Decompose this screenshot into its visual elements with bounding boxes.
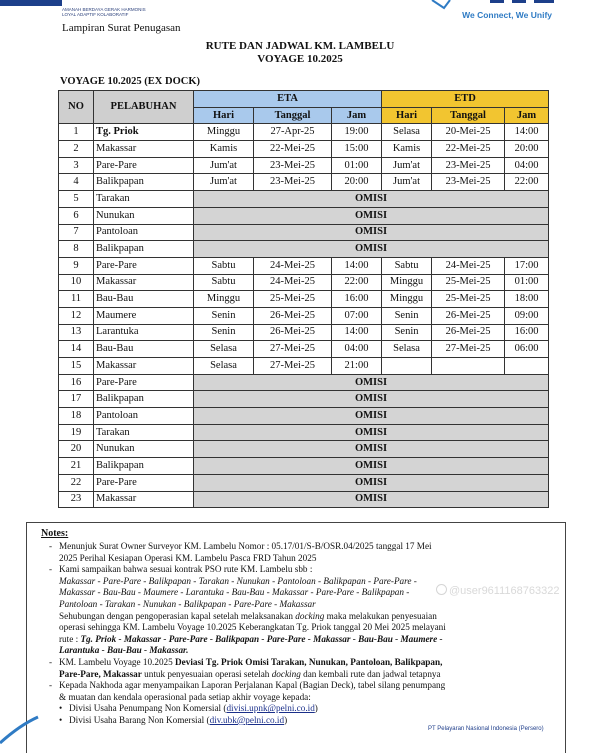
cell-etd-jam: 16:00 (505, 324, 549, 341)
header-eta-jam: Jam (332, 107, 382, 124)
table-row (59, 408, 549, 425)
cell-no: 22 (59, 474, 94, 491)
cell-omisi: OMISI (194, 391, 549, 408)
cell-etd-tanggal: 25-Mei-25 (432, 274, 505, 291)
cell-etd-hari: Selasa (382, 124, 432, 141)
table-row (59, 424, 549, 441)
cell-port: Tarakan (94, 424, 194, 441)
schedule-body (59, 124, 549, 508)
lampiran-label: Lampiran Surat Penugasan (62, 22, 181, 34)
cell-port: Nunukan (94, 207, 194, 224)
voyage-label: VOYAGE 10.2025 (EX DOCK) (60, 76, 200, 87)
table-row (59, 124, 549, 141)
cell-etd-hari: Senin (382, 307, 432, 324)
cell-port: Maumere (94, 307, 194, 324)
cell-eta-hari: Sabtu (194, 257, 254, 274)
sub-1-text: Divisi Usaha Penumpang Non Komersial ( (69, 703, 227, 714)
cell-eta-tanggal: 22-Mei-25 (254, 141, 332, 158)
note-2-cont-a: Sehubungan dengan pengoperasian kapal setelah melaksanakan (59, 610, 296, 621)
table-row (59, 324, 549, 341)
cell-omisi: OMISI (194, 224, 549, 241)
cell-omisi: OMISI (194, 458, 549, 475)
cell-eta-tanggal: 25-Mei-25 (254, 291, 332, 308)
cell-no: 1 (59, 124, 94, 141)
table-row (59, 441, 549, 458)
logo-tagline: We Connect, We Unify (462, 10, 552, 20)
cell-no: 23 (59, 491, 94, 508)
header-pelabuhan: PELABUHAN (94, 91, 194, 124)
cell-etd-hari: Senin (382, 324, 432, 341)
cell-etd-hari: Selasa (382, 341, 432, 358)
notes-box (26, 522, 566, 753)
header-etd-hari: Hari (382, 107, 432, 124)
cell-port: Tg. Priok (94, 124, 194, 141)
cell-eta-tanggal: 26-Mei-25 (254, 307, 332, 324)
notes-body (49, 541, 449, 727)
header-etd-tanggal: Tanggal (432, 107, 505, 124)
note-2-cont-b: maka melakukan penyesuaian operasi sehingga KM. Lambelu Voyage 10.2025 Keberangkatan Tg. Priok tanggal 20 Mei 2025 melayani rute : (59, 610, 446, 644)
note-4-text: Kepada Nakhoda agar menyampaikan Laporan Perjalanan Kapal (Bagian Deck), tabel silang penumpang & muatan dan kendala operasional pada setiap akhir voyage kepada: (59, 680, 446, 702)
note-4-sub-2 (59, 715, 449, 727)
table-row (59, 307, 549, 324)
cell-eta-tanggal: 26-Mei-25 (254, 324, 332, 341)
cell-eta-tanggal: 27-Mei-25 (254, 358, 332, 375)
cell-eta-hari: Jum'at (194, 174, 254, 191)
footer-company: PT Pelayaran Nasional Indonesia (Persero) (428, 726, 544, 732)
header-etd: ETD (382, 91, 549, 108)
cell-etd-hari: Jum'at (382, 157, 432, 174)
cell-etd-tanggal (432, 358, 505, 375)
cell-omisi: OMISI (194, 441, 549, 458)
cell-etd-jam: 17:00 (505, 257, 549, 274)
cell-etd-jam: 14:00 (505, 124, 549, 141)
cell-no: 21 (59, 458, 94, 475)
cell-eta-hari: Selasa (194, 358, 254, 375)
cell-eta-tanggal: 27-Mei-25 (254, 341, 332, 358)
cell-eta-hari: Jum'at (194, 157, 254, 174)
cell-omisi: OMISI (194, 191, 549, 208)
cell-eta-tanggal: 24-Mei-25 (254, 274, 332, 291)
cell-omisi: OMISI (194, 474, 549, 491)
cell-eta-tanggal: 23-Mei-25 (254, 174, 332, 191)
note-2-route2: Tg. Priok - Makassar - Pare-Pare - Balikpapan - Pare-Pare - Makassar - Bau-Bau - Maumere - Larantuka - Bau-Bau - Makassar. (59, 633, 443, 656)
cell-port: Makassar (94, 491, 194, 508)
table-row (59, 274, 549, 291)
note-2-route: Makassar - Pare-Pare - Balikpapan - Tarakan - Nunukan - Pantoloan - Balikpapan - Pare-Pare - Makassar - Bau-Bau - Maumere - Larantuka - Bau-Bau - Makassar - Pare-Pare - Balikpapan - Pantoloan - Tarakan - Nunukan - Balikpapan - Pare-Pare - Makassar (59, 575, 417, 609)
watermark (436, 584, 559, 597)
page-title: RUTE DAN JADWAL KM. LAMBELU (205, 40, 395, 52)
cell-port: Pare-Pare (94, 474, 194, 491)
cell-no: 6 (59, 207, 94, 224)
table-row (59, 157, 549, 174)
cell-eta-jam: 22:00 (332, 274, 382, 291)
sub-2-email-link[interactable]: div.ubk@pelni.co.id (209, 714, 285, 725)
cell-port: Pare-Pare (94, 157, 194, 174)
cell-no: 13 (59, 324, 94, 341)
table-row (59, 174, 549, 191)
cell-port: Balikpapan (94, 174, 194, 191)
header-no: NO (59, 91, 94, 124)
cell-eta-hari: Minggu (194, 291, 254, 308)
cell-port: Nunukan (94, 441, 194, 458)
cell-port: Makassar (94, 141, 194, 158)
table-row (59, 191, 549, 208)
note-2-intro: Kami sampaikan bahwa sesuai kontrak PSO rute KM. Lambelu sbb : (59, 564, 313, 575)
cell-no: 10 (59, 274, 94, 291)
cell-no: 19 (59, 424, 94, 441)
cell-no: 5 (59, 191, 94, 208)
cell-etd-jam: 01:00 (505, 274, 549, 291)
cell-etd-tanggal: 22-Mei-25 (432, 141, 505, 158)
header-eta: ETA (194, 91, 382, 108)
cell-omisi: OMISI (194, 424, 549, 441)
cell-etd-tanggal: 25-Mei-25 (432, 291, 505, 308)
cell-omisi: OMISI (194, 491, 549, 508)
table-row (59, 257, 549, 274)
cell-eta-hari: Minggu (194, 124, 254, 141)
cell-etd-jam: 22:00 (505, 174, 549, 191)
cell-port: Larantuka (94, 324, 194, 341)
cell-omisi: OMISI (194, 207, 549, 224)
cell-eta-jam: 14:00 (332, 257, 382, 274)
cell-no: 20 (59, 441, 94, 458)
table-row (59, 341, 549, 358)
cell-etd-hari: Kamis (382, 141, 432, 158)
cell-no: 17 (59, 391, 94, 408)
cell-eta-hari: Senin (194, 324, 254, 341)
cell-etd-hari (382, 358, 432, 375)
cell-port: Makassar (94, 274, 194, 291)
corner-wave-icon (0, 715, 40, 745)
cell-etd-hari: Sabtu (382, 257, 432, 274)
note-3 (49, 657, 449, 680)
notes-heading: Notes: (41, 528, 69, 539)
table-row (59, 458, 549, 475)
note-2-docking: docking (295, 610, 325, 621)
cell-no: 2 (59, 141, 94, 158)
cell-etd-tanggal: 24-Mei-25 (432, 257, 505, 274)
left-logo-bar (0, 0, 62, 6)
pelni-wordmark-icon (430, 0, 560, 10)
sub-2-close: ) (284, 714, 288, 725)
cell-port: Bau-Bau (94, 341, 194, 358)
cell-etd-hari: Minggu (382, 274, 432, 291)
cell-no: 4 (59, 174, 94, 191)
cell-port: Pantoloan (94, 224, 194, 241)
note-1: - Menunjuk Surat Owner Surveyor KM. Lambelu Nomor : 05.17/01/S-B/OSR.04/2025 tanggal 17 Mei 2025 Perihal Kesiapan Operasi KM. Lambelu Pasca FRD Tahun 2025 (49, 541, 449, 564)
cell-etd-tanggal: 26-Mei-25 (432, 307, 505, 324)
watermark-text: @user9611168763322 (449, 585, 560, 597)
note-3-c: dan kembali rute dan jadwal tetapnya (300, 668, 441, 679)
table-row (59, 491, 549, 508)
cell-etd-jam: 06:00 (505, 341, 549, 358)
table-row (59, 474, 549, 491)
cell-no: 15 (59, 358, 94, 375)
page-subtitle: VOYAGE 10.2025 (257, 53, 343, 65)
cell-etd-tanggal: 23-Mei-25 (432, 174, 505, 191)
cell-eta-jam: 04:00 (332, 341, 382, 358)
cell-etd-tanggal: 26-Mei-25 (432, 324, 505, 341)
cell-port: Makassar (94, 358, 194, 375)
cell-etd-jam: 18:00 (505, 291, 549, 308)
table-row (59, 141, 549, 158)
cell-eta-jam: 15:00 (332, 141, 382, 158)
note-2 (49, 564, 449, 657)
note-3-bold: Deviasi Tg. Priok Omisi Tarakan, Nunukan, Pantoloan, Balikpapan, Pare-Pare, Makassar (59, 656, 443, 679)
left-logo (0, 0, 160, 20)
cell-etd-jam: 20:00 (505, 141, 549, 158)
cell-omisi: OMISI (194, 408, 549, 425)
watermark-icon (436, 584, 447, 595)
cell-port: Bau-Bau (94, 291, 194, 308)
cell-omisi: OMISI (194, 374, 549, 391)
schedule-table (58, 90, 549, 508)
cell-eta-hari: Selasa (194, 341, 254, 358)
cell-port: Pantoloan (94, 408, 194, 425)
cell-eta-jam: 21:00 (332, 358, 382, 375)
cell-etd-hari: Jum'at (382, 174, 432, 191)
left-logo-line-1: AMANAH BERDAYA GERAK HARMONIS (62, 7, 146, 12)
cell-port: Pare-Pare (94, 374, 194, 391)
table-row (59, 207, 549, 224)
cell-eta-jam: 16:00 (332, 291, 382, 308)
cell-no: 11 (59, 291, 94, 308)
left-logo-line-2: LOYAL ADAPTIF KOLABORATIF (62, 12, 129, 17)
cell-eta-jam: 19:00 (332, 124, 382, 141)
cell-eta-jam: 07:00 (332, 307, 382, 324)
cell-port: Pare-Pare (94, 257, 194, 274)
cell-no: 3 (59, 157, 94, 174)
cell-eta-tanggal: 23-Mei-25 (254, 157, 332, 174)
cell-etd-jam (505, 358, 549, 375)
cell-no: 8 (59, 241, 94, 258)
cell-no: 12 (59, 307, 94, 324)
table-row (59, 224, 549, 241)
cell-no: 16 (59, 374, 94, 391)
cell-omisi: OMISI (194, 241, 549, 258)
sub-1-close: ) (314, 703, 318, 714)
cell-etd-tanggal: 20-Mei-25 (432, 124, 505, 141)
cell-eta-tanggal: 27-Apr-25 (254, 124, 332, 141)
note-4-sub-1 (59, 703, 449, 715)
pelni-logo (430, 0, 560, 22)
cell-port: Tarakan (94, 191, 194, 208)
header-eta-tanggal: Tanggal (254, 107, 332, 124)
cell-no: 7 (59, 224, 94, 241)
sub-2-text: Divisi Usaha Barang Non Komersial ( (69, 714, 210, 725)
table-row (59, 241, 549, 258)
cell-eta-jam: 01:00 (332, 157, 382, 174)
cell-etd-jam: 09:00 (505, 307, 549, 324)
cell-port: Balikpapan (94, 391, 194, 408)
note-4 (49, 680, 449, 726)
cell-etd-tanggal: 23-Mei-25 (432, 157, 505, 174)
cell-etd-tanggal: 27-Mei-25 (432, 341, 505, 358)
cell-eta-hari: Senin (194, 307, 254, 324)
cell-eta-hari: Sabtu (194, 274, 254, 291)
header-etd-jam: Jam (505, 107, 549, 124)
cell-no: 14 (59, 341, 94, 358)
cell-etd-hari: Minggu (382, 291, 432, 308)
table-row (59, 358, 549, 375)
table-row (59, 374, 549, 391)
note-3-b: untuk penyesuaian operasi setelah (141, 668, 272, 679)
note-3-docking: docking (271, 668, 301, 679)
note-3-a: KM. Lambelu Voyage 10.2025 (59, 656, 176, 667)
cell-no: 9 (59, 257, 94, 274)
cell-eta-jam: 20:00 (332, 174, 382, 191)
cell-no: 18 (59, 408, 94, 425)
sub-1-email-link[interactable]: divisi.upnk@pelni.co.id (226, 703, 315, 714)
table-row (59, 291, 549, 308)
cell-eta-jam: 14:00 (332, 324, 382, 341)
cell-etd-jam: 04:00 (505, 157, 549, 174)
cell-port: Balikpapan (94, 241, 194, 258)
header-eta-hari: Hari (194, 107, 254, 124)
cell-eta-tanggal: 24-Mei-25 (254, 257, 332, 274)
table-row (59, 391, 549, 408)
cell-port: Balikpapan (94, 458, 194, 475)
cell-eta-hari: Kamis (194, 141, 254, 158)
